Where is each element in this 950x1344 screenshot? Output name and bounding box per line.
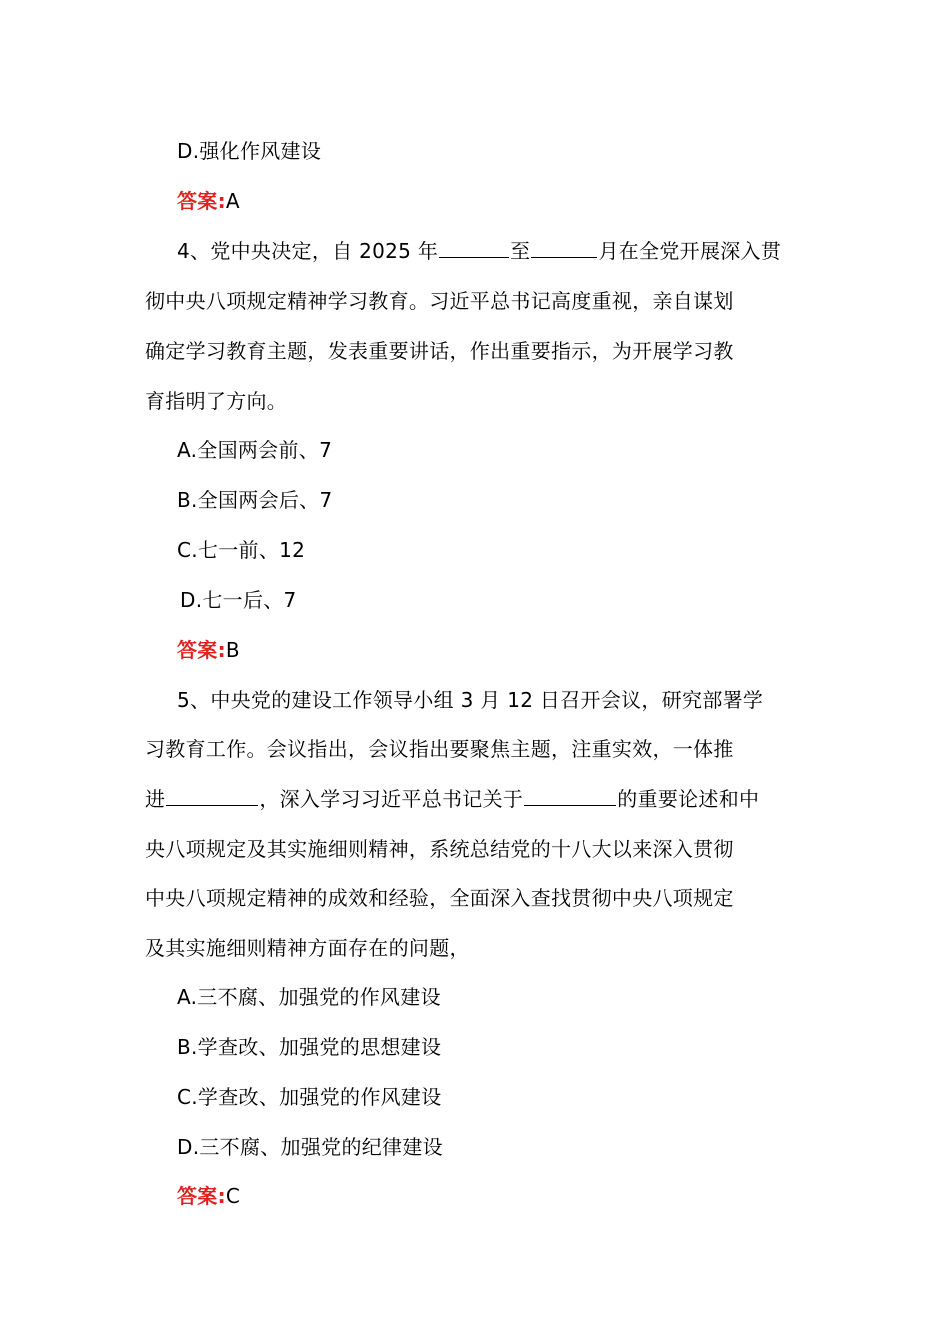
- q4-option-d: D.七一后、7: [180, 588, 297, 612]
- q5-stem-line-4: 央八项规定及其实施细则精神，系统总结党的十八大以来深入贯彻: [145, 837, 734, 861]
- q5-option-d: D.三不腐、加强党的纪律建设: [177, 1135, 443, 1159]
- q5-option-a: A.三不腐、加强党的作风建设: [177, 985, 441, 1009]
- q5-stem-part-1: 进: [145, 787, 166, 811]
- fill-blank: [166, 785, 258, 806]
- fill-blank: [439, 237, 509, 258]
- answer-label: 答案:: [177, 1184, 226, 1208]
- q5-stem-line-3: [145, 784, 759, 814]
- answer-value: A: [225, 189, 240, 213]
- answer-label: 答案:: [177, 189, 226, 213]
- q5-stem-part-2: ，深入学习习近平总书记关于: [259, 787, 524, 811]
- q3-answer: [177, 186, 240, 216]
- q4-stem-part-1: 4、党中央决定，自 2025 年: [177, 239, 439, 263]
- q4-stem-line-3: 确定学习教育主题，发表重要讲话，作出重要指示，为开展学习教: [145, 339, 734, 363]
- q5-stem-part-3: 的重要论述和中: [617, 787, 760, 811]
- q4-stem-line-4: 育指明了方向。: [145, 389, 288, 413]
- q5-stem-line-2: 习教育工作。会议指出，会议指出要聚焦主题，注重实效，一体推: [145, 737, 734, 761]
- q5-answer: [177, 1181, 240, 1211]
- q4-option-b: B.全国两会后、7: [177, 488, 333, 512]
- q4-option-c: C.七一前、12: [177, 538, 306, 562]
- q4-option-a: A.全国两会前、7: [177, 438, 333, 462]
- q4-stem-line-1: [177, 236, 781, 266]
- q5-stem-line-1: 5、中央党的建设工作领导小组 3 月 12 日召开会议，研究部署学: [177, 688, 764, 712]
- fill-blank: [524, 785, 616, 806]
- q4-stem-part-3: 月在全党开展深入贯: [598, 239, 782, 263]
- q4-stem-part-2: 至: [510, 239, 531, 263]
- q5-stem-line-6: 及其实施细则精神方面存在的问题，: [145, 936, 470, 960]
- q5-option-b: B.学查改、加强党的思想建设: [177, 1035, 442, 1059]
- answer-value: C: [225, 1184, 241, 1208]
- answer-value: B: [225, 638, 240, 662]
- answer-label: 答案:: [177, 638, 226, 662]
- q4-stem-line-2: 彻中央八项规定精神学习教育。习近平总书记高度重视，亲自谋划: [145, 289, 734, 313]
- fill-blank: [531, 237, 597, 258]
- q3-option-d: D.强化作风建设: [177, 139, 322, 163]
- q4-answer: [177, 635, 240, 665]
- q5-option-c: C.学查改、加强党的作风建设: [177, 1085, 442, 1109]
- q5-stem-line-5: 中央八项规定精神的成效和经验，全面深入查找贯彻中央八项规定: [145, 886, 734, 910]
